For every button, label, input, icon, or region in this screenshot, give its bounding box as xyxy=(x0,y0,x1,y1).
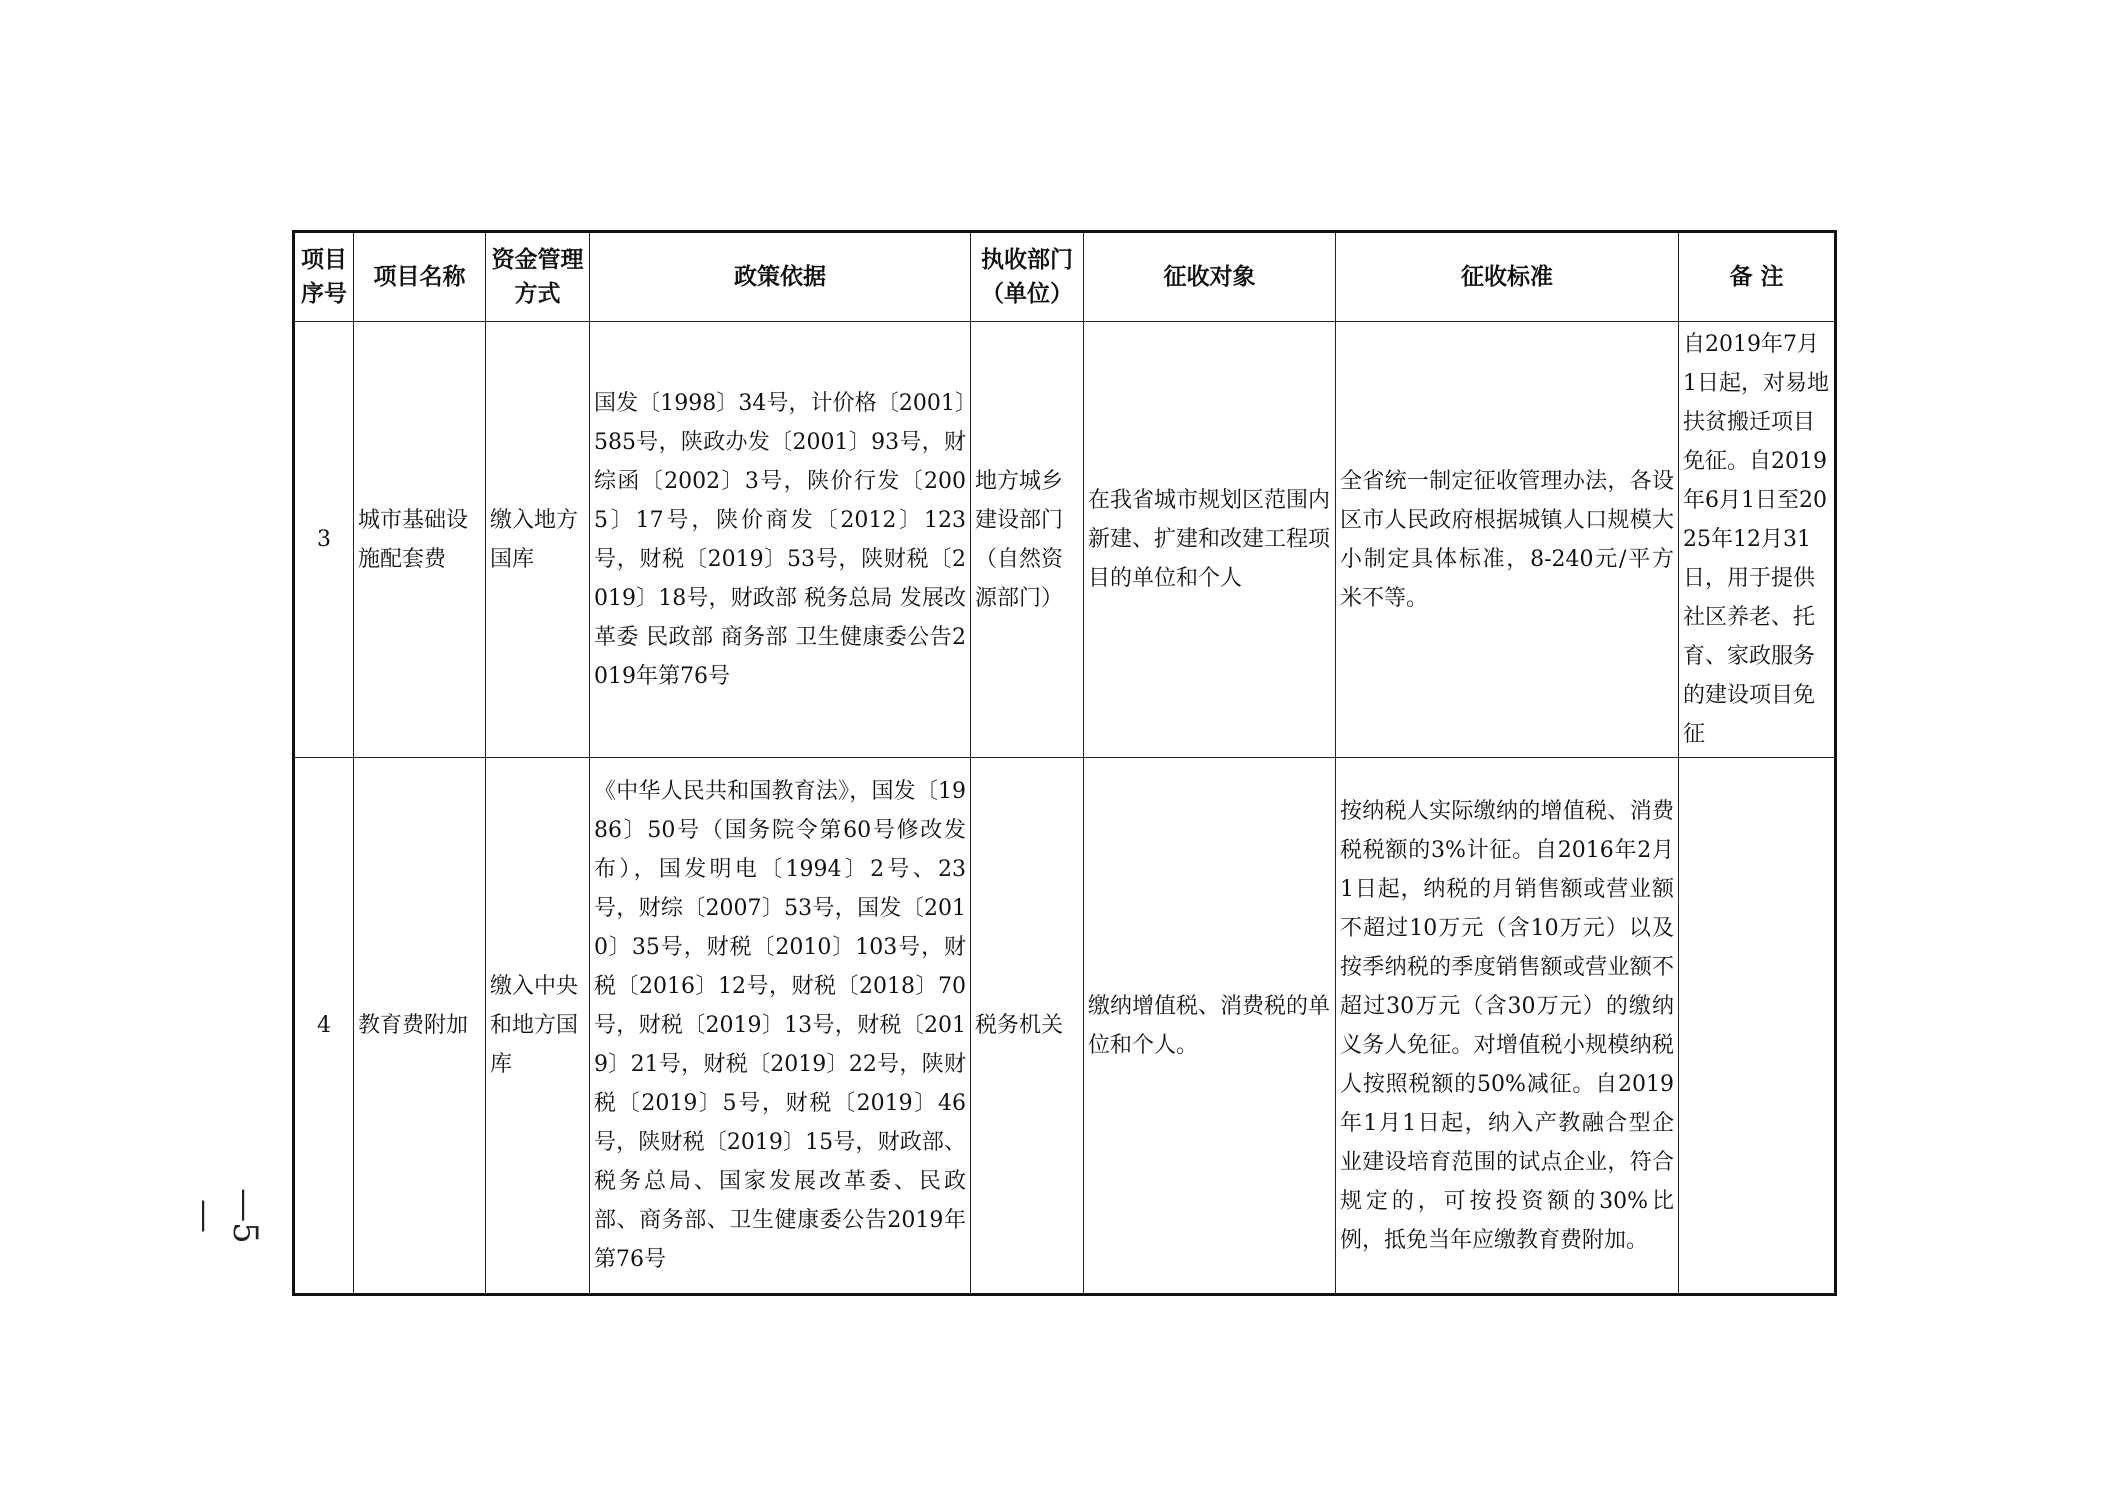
header-item-no: 项目序号 xyxy=(294,232,354,322)
cell-levy-standard: 全省统一制定征收管理办法，各设区市人民政府根据城镇人口规模大小制定具体标准，8-240元/平方米不等。 xyxy=(1336,322,1679,758)
header-remarks: 备 注 xyxy=(1679,232,1836,322)
page-number: —5— xyxy=(185,1188,265,1244)
cell-levy-target: 在我省城市规划区范围内新建、扩建和改建工程项目的单位和个人 xyxy=(1084,322,1336,758)
cell-remarks xyxy=(1679,758,1836,1295)
cell-policy-basis: 《中华人民共和国教育法》，国发〔1986〕50号（国务院令第60号修改发布），国发明电〔1994〕2号、23号，财综〔2007〕53号，国发〔2010〕35号，财税〔2010〕103号，财税〔2016〕12号，财税〔2018〕70号，财税〔2019〕13号，财税〔2019〕21号，财税〔2019〕22号，陕财税〔2019〕5号，财税〔2019〕46号，陕财税〔2019〕15号，财政部、税务总局、国家发展改革委、民政部、商务部、卫生健康委公告2019年第76号 xyxy=(590,758,971,1295)
cell-item-no: 3 xyxy=(294,322,354,758)
header-levy-standard: 征收标准 xyxy=(1336,232,1679,322)
cell-item-name: 城市基础设施配套费 xyxy=(354,322,486,758)
cell-fund-management: 缴入地方国库 xyxy=(486,322,590,758)
cell-levy-standard: 按纳税人实际缴纳的增值税、消费税税额的3%计征。自2016年2月1日起，纳税的月销售额或营业额不超过10万元（含10万元）以及按季纳税的季度销售额或营业额不超过30万元（含30万元）的缴纳义务人免征。对增值税小规模纳税人按照税额的50%减征。自2019年1月1日起，纳入产教融合型企业建设培育范围的试点企业，符合规定的，可按投资额的30%比例，抵免当年应缴教育费附加。 xyxy=(1336,758,1679,1295)
table-row xyxy=(294,758,1836,1295)
cell-levy-target: 缴纳增值税、消费税的单位和个人。 xyxy=(1084,758,1336,1295)
cell-remarks: 自2019年7月1日起，对易地扶贫搬迁项目免征。自2019年6月1日至2025年12月31日，用于提供社区养老、托育、家政服务的建设项目免征 xyxy=(1679,322,1836,758)
table-row xyxy=(294,322,1836,758)
header-levy-target: 征收对象 xyxy=(1084,232,1336,322)
cell-fund-management: 缴入中央和地方国库 xyxy=(486,758,590,1295)
header-collecting-department: 执收部门（单位） xyxy=(971,232,1084,322)
header-policy-basis: 政策依据 xyxy=(590,232,971,322)
header-fund-management: 资金管理方式 xyxy=(486,232,590,322)
cell-item-no: 4 xyxy=(294,758,354,1295)
fee-table xyxy=(292,230,1837,1296)
cell-policy-basis: 国发〔1998〕34号，计价格〔2001〕585号，陕政办发〔2001〕93号，财综函〔2002〕3号，陕价行发〔2005〕17号，陕价商发〔2012〕123号，财税〔2019〕53号，陕财税〔2019〕18号，财政部 税务总局 发展改革委 民政部 商务部 卫生健康委公告2019年第76号 xyxy=(590,322,971,758)
cell-item-name: 教育费附加 xyxy=(354,758,486,1295)
header-item-name: 项目名称 xyxy=(354,232,486,322)
cell-collecting-department: 地方城乡建设部门（自然资源部门） xyxy=(971,322,1084,758)
cell-collecting-department: 税务机关 xyxy=(971,758,1084,1295)
table-header-row xyxy=(294,232,1836,322)
